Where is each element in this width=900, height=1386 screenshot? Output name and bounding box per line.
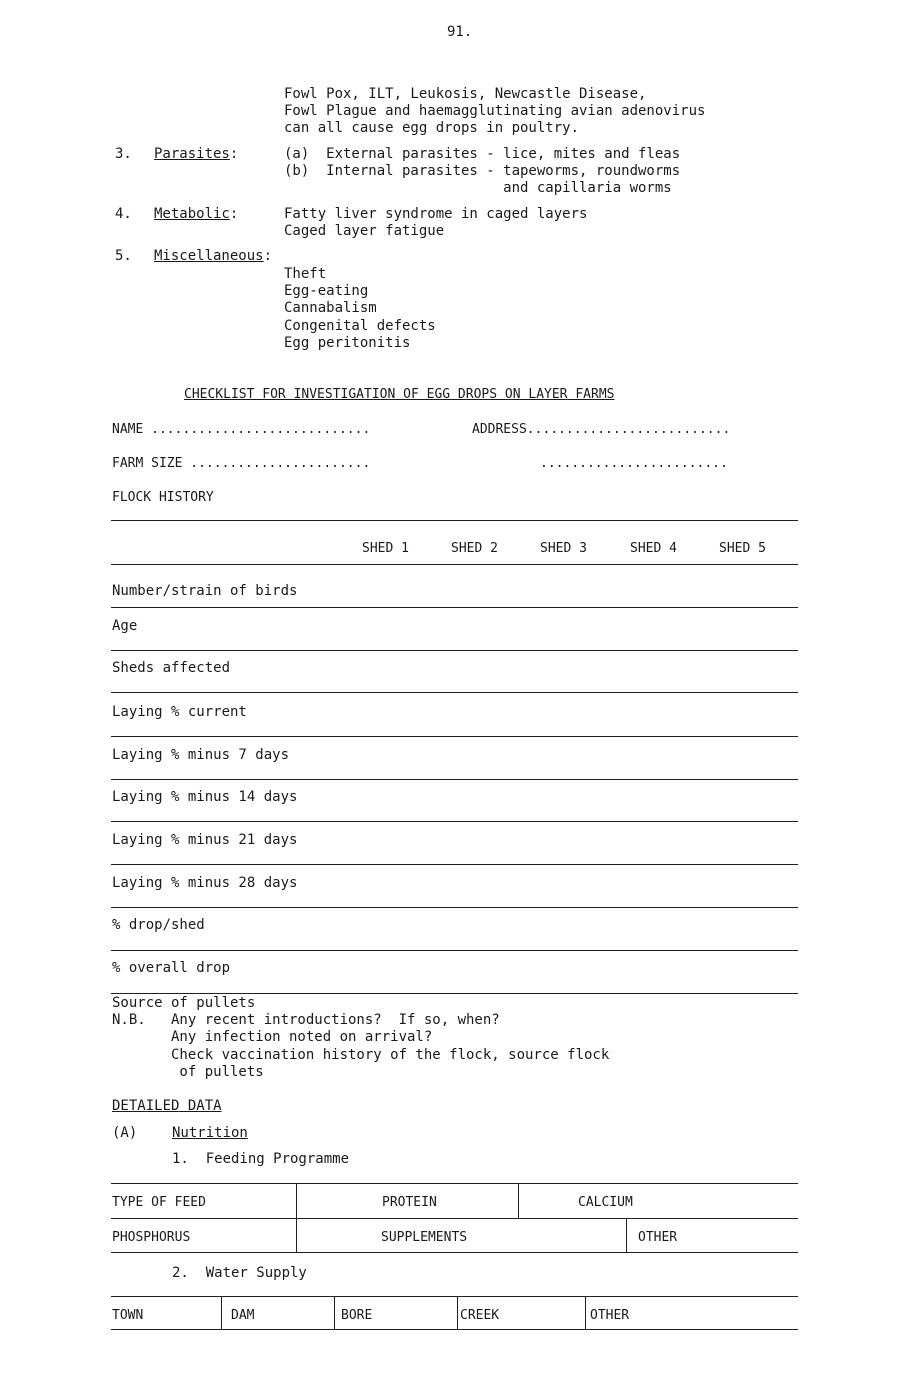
table-rule <box>111 779 798 780</box>
table-rule <box>111 650 798 651</box>
cause-line: Theft <box>284 266 327 282</box>
table-divider <box>221 1297 222 1329</box>
table-rule <box>111 564 798 565</box>
table-rule <box>111 1183 798 1184</box>
table-divider <box>518 1184 519 1218</box>
checklist-row: Number/strain of birds <box>112 583 298 599</box>
address-field: ADDRESS.......................... <box>472 422 731 437</box>
checklist-row: Laying % minus 28 days <box>112 875 298 891</box>
table-rule <box>111 692 798 693</box>
table-rule <box>111 1252 798 1253</box>
cause-line: Egg peritonitis <box>284 335 411 351</box>
intro-line: can all cause egg drops in poultry. <box>284 120 580 136</box>
table-rule <box>111 907 798 908</box>
water-cell: OTHER <box>590 1308 630 1323</box>
water-cell: BORE <box>341 1308 373 1323</box>
water-cell: CREEK <box>460 1308 500 1323</box>
cause-line: Cannabalism <box>284 300 377 316</box>
water-cell: DAM <box>231 1308 255 1323</box>
source-line: Check vaccination history of the flock, source flock <box>112 1047 610 1063</box>
table-divider <box>457 1297 458 1329</box>
checklist-row: Sheds affected <box>112 660 231 676</box>
cause-line: Caged layer fatigue <box>284 223 445 239</box>
checklist-row: % drop/shed <box>112 917 205 933</box>
name-field: NAME ............................ <box>112 422 371 437</box>
feed-cell: PROTEIN <box>382 1195 437 1210</box>
cause-label-parasites: Parasites: <box>154 146 239 162</box>
table-divider <box>334 1297 335 1329</box>
cause-line: Fatty liver syndrome in caged layers <box>284 206 588 222</box>
table-rule <box>111 736 798 737</box>
cause-label-miscellaneous: Miscellaneous: <box>154 248 273 264</box>
table-rule <box>111 950 798 951</box>
section-a-letter: (A) <box>112 1125 138 1141</box>
feed-cell: SUPPLEMENTS <box>381 1230 468 1245</box>
water-cell: TOWN <box>112 1308 144 1323</box>
checklist-row: Age <box>112 618 138 634</box>
shed-header: SHED 4 <box>630 541 677 556</box>
table-rule <box>111 993 798 994</box>
feed-cell: TYPE OF FEED <box>112 1195 206 1210</box>
table-divider <box>626 1219 627 1252</box>
shed-header: SHED 2 <box>451 541 498 556</box>
intro-line: Fowl Pox, ILT, Leukosis, Newcastle Disease, <box>284 86 647 102</box>
checklist-row: Laying % minus 21 days <box>112 832 298 848</box>
shed-header: SHED 3 <box>540 541 587 556</box>
cause-line: Egg-eating <box>284 283 369 299</box>
feed-cell: PHOSPHORUS <box>112 1230 191 1245</box>
shed-header: SHED 1 <box>362 541 409 556</box>
flock-history-label: FLOCK HISTORY <box>112 490 214 505</box>
cause-label-metabolic: Metabolic: <box>154 206 239 222</box>
table-rule <box>111 1329 798 1330</box>
checklist-row: Laying % minus 14 days <box>112 789 298 805</box>
cause-label-text: Parasites <box>154 146 230 162</box>
cause-label-text: Miscellaneous <box>154 248 264 264</box>
table-divider <box>585 1297 586 1329</box>
cause-line: and capillaria worms <box>284 180 672 196</box>
cause-line: Congenital defects <box>284 318 436 334</box>
checklist-row: % overall drop <box>112 960 231 976</box>
detailed-data-heading: DETAILED DATA <box>112 1098 222 1114</box>
checklist-row: Laying % current <box>112 704 247 720</box>
source-line: of pullets <box>112 1064 264 1080</box>
page-number: 91. <box>447 24 473 40</box>
section-a-title: Nutrition <box>172 1125 248 1141</box>
checklist-title: CHECKLIST FOR INVESTIGATION OF EGG DROPS ON LAYER FARMS <box>184 387 615 402</box>
cause-label-text: Metabolic <box>154 206 230 222</box>
water-supply-item: 2. Water Supply <box>172 1265 307 1281</box>
feed-cell: OTHER <box>638 1230 678 1245</box>
table-divider <box>296 1219 297 1252</box>
source-line: Source of pullets <box>112 995 256 1011</box>
cause-number: 3. <box>115 146 132 162</box>
table-rule <box>111 1296 798 1297</box>
cause-number: 4. <box>115 206 132 222</box>
address-line-2: ........................ <box>540 456 728 471</box>
feeding-programme-item: 1. Feeding Programme <box>172 1151 350 1167</box>
intro-line: Fowl Plague and haemagglutinating avian adenovirus <box>284 103 706 119</box>
source-line: Any infection noted on arrival? <box>112 1029 433 1045</box>
farm-size-field: FARM SIZE ....................... <box>112 456 371 471</box>
table-rule <box>111 607 798 608</box>
checklist-row: Laying % minus 7 days <box>112 747 290 763</box>
source-line: N.B. Any recent introductions? If so, when? <box>112 1012 500 1028</box>
table-rule <box>111 1218 798 1219</box>
cause-line: (a) External parasites - lice, mites and fleas <box>284 146 681 162</box>
table-rule <box>111 520 798 521</box>
cause-number: 5. <box>115 248 132 264</box>
table-divider <box>296 1184 297 1218</box>
table-rule <box>111 864 798 865</box>
table-rule <box>111 821 798 822</box>
cause-line: (b) Internal parasites - tapeworms, roundworms <box>284 163 681 179</box>
shed-header: SHED 5 <box>719 541 766 556</box>
feed-cell: CALCIUM <box>578 1195 633 1210</box>
